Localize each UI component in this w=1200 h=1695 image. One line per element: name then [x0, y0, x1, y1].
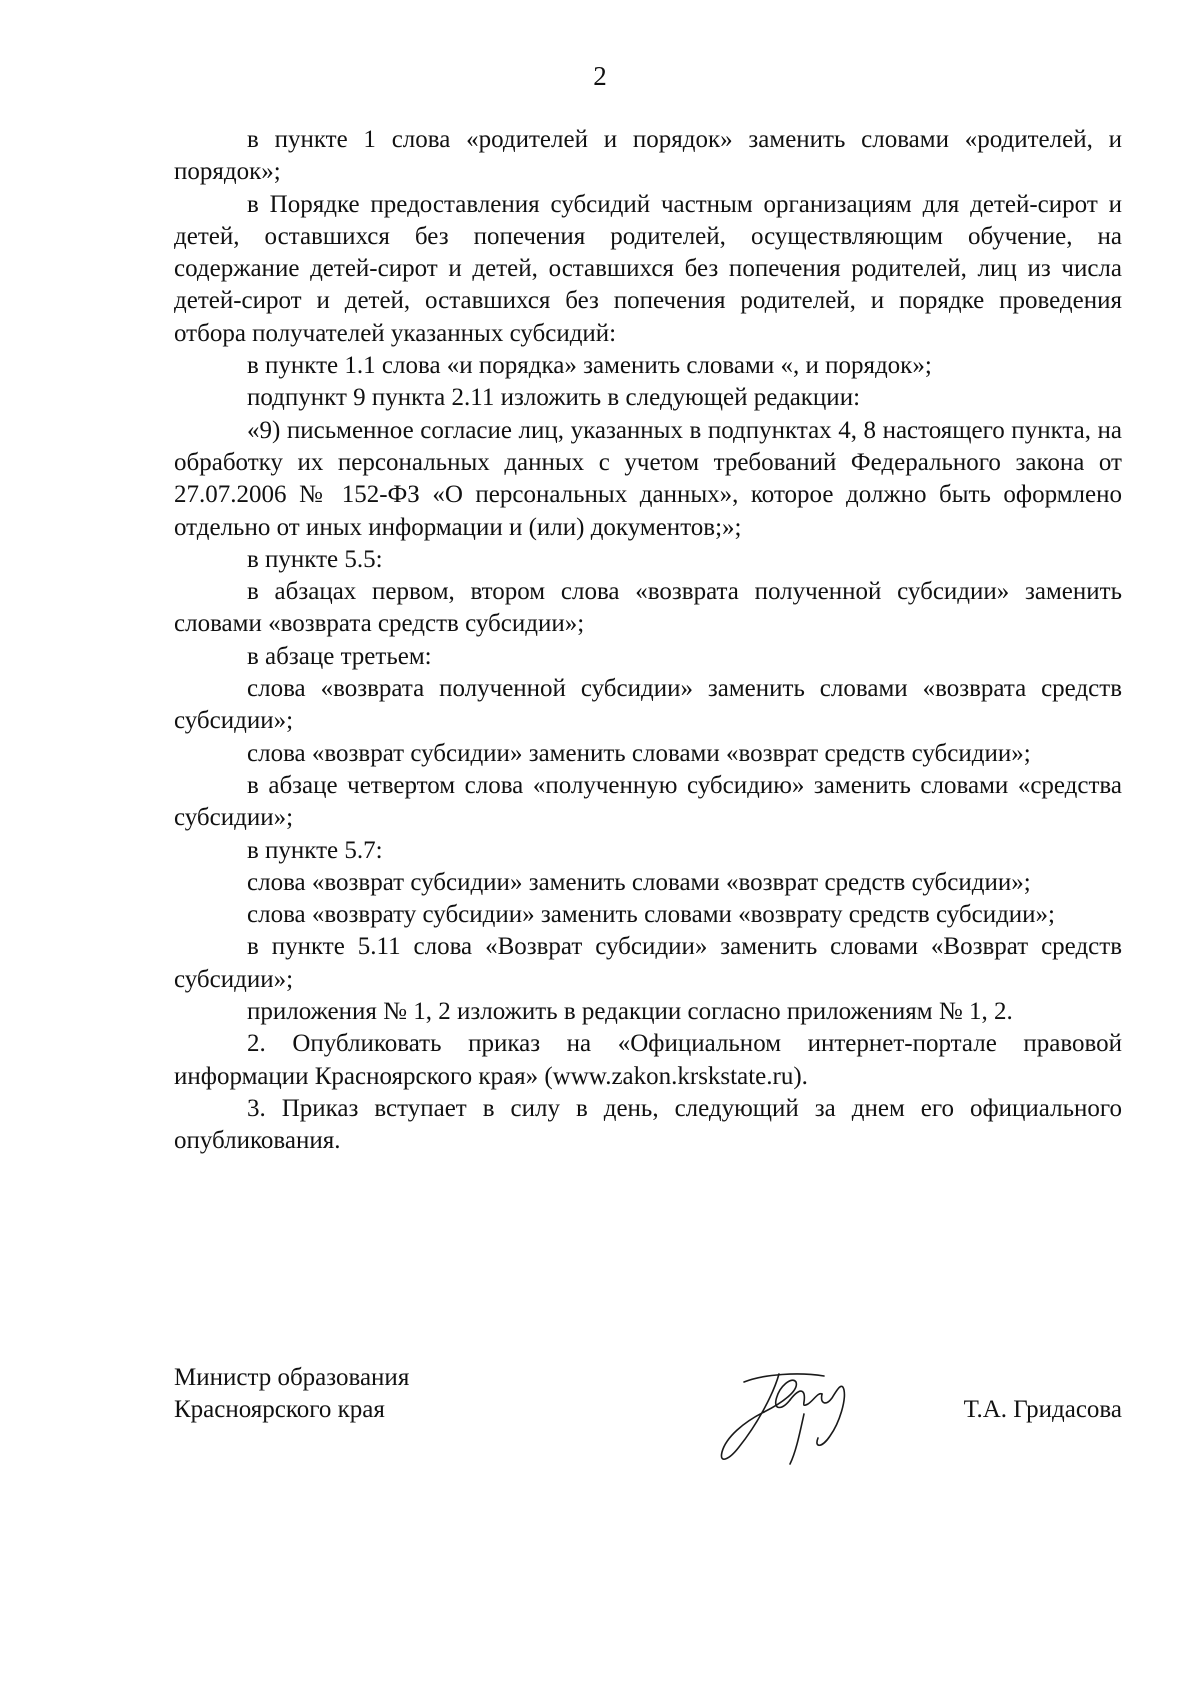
paragraph: в абзацах первом, втором слова «возврата полученной субсидии» заменить словами «возврата средств субсидии»;	[174, 578, 1122, 638]
paragraph: в пункте 5.11 слова «Возврат субсидии» заменить словами «Возврат средств субсидии»;	[174, 933, 1122, 993]
signatory-title	[174, 1362, 409, 1426]
paragraph: в абзаце четвертом слова «полученную субсидию» заменить словами «средства субсидии»;	[174, 771, 1122, 832]
signatory-name: Т.А. Гридасова	[963, 1396, 1122, 1423]
paragraph: подпункт 9 пункта 2.11 изложить в следующей редакции:	[247, 384, 861, 412]
signature-block	[174, 1362, 1122, 1482]
signatory-title-line: Министр образования	[174, 1364, 410, 1391]
handwritten-signature	[704, 1352, 884, 1477]
paragraph: 2. Опубликовать приказ на «Официальном интернет-портале правовой информации Красноярского края» (www.zakon.krskstate.ru).	[174, 1030, 1122, 1090]
paragraph: слова «возврата полученной субсидии» заменить словами «возврата средств субсидии»;	[174, 675, 1122, 735]
paragraph: в пункте 1 слова «родителей и порядок» заменить словами «родителей, и порядок»;	[174, 126, 1122, 186]
paragraph: в пункте 5.5:	[247, 545, 383, 573]
paragraph: «9) письменное согласие лиц, указанных в подпунктах 4, 8 настоящего пункта, на обработку их персональных данных с учетом требований Федерального закона от 27.07.2006 № 152-ФЗ «О персональных данных», которое должно быть оформлено отдельно от иных информации и (или) документов;»;	[174, 416, 1122, 541]
paragraph: слова «возврат субсидии» заменить словами «возврат средств субсидии»;	[247, 868, 1031, 896]
paragraph: в пункте 1.1 слова «и порядка» заменить словами «, и порядок»;	[247, 352, 932, 380]
document-body	[174, 124, 1122, 1158]
signatory-title-line: Красноярского края	[174, 1396, 385, 1423]
paragraph: 3. Приказ вступает в силу в день, следующий за днем его официального опубликования.	[174, 1094, 1122, 1155]
paragraph: слова «возврату субсидии» заменить словами «возврату средств субсидии»;	[247, 901, 1055, 929]
paragraph: слова «возврат субсидии» заменить словами «возврат средств субсидии»;	[247, 739, 1031, 767]
paragraph: в Порядке предоставления субсидий частным организациям для детей-сирот и детей, оставшихся без попечения родителей, осуществляющим обучение, на содержание детей-сирот и детей, оставшихся без попечения родителей, лиц из числа детей-сирот и детей, оставшихся без попечения родителей, и порядке проведения отбора получателей указанных субсидий:	[174, 190, 1122, 347]
page-number: 2	[593, 61, 607, 91]
paragraph: в пункте 5.7:	[247, 836, 383, 864]
paragraph: приложения № 1, 2 изложить в редакции согласно приложениям № 1, 2.	[247, 998, 1013, 1026]
paragraph: в абзаце третьем:	[247, 642, 432, 670]
